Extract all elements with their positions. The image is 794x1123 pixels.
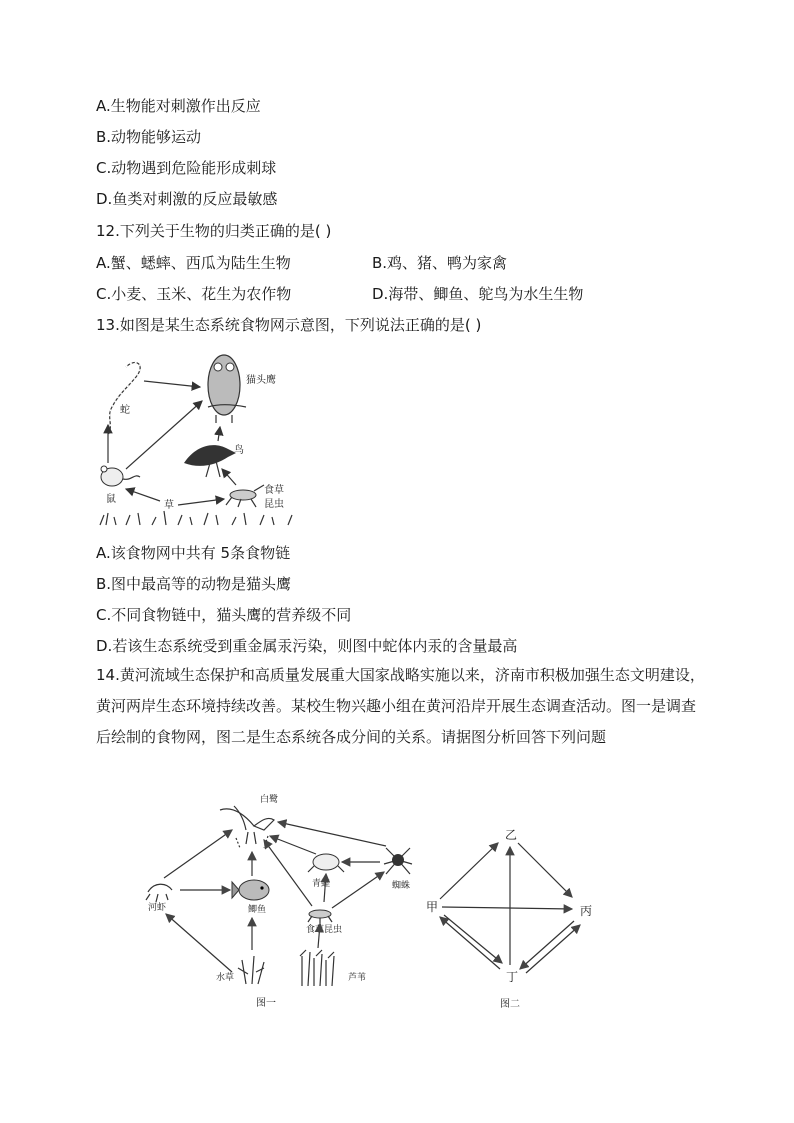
q11-option-b: B.动物能够运动 [96,128,202,146]
shrimp-illustration [146,884,172,902]
insect-label-line2: 昆虫 [264,499,284,510]
arrow-insect-to-bird [222,469,236,485]
arrow-grass-to-mouse [126,489,160,501]
q13-option-d: D.若该生态系统受到重金属汞污染，则图中蛇体内汞的含量最高 [96,637,518,655]
q13-option-c: C.不同食物链中，猫头鹰的营养级不同 [96,606,352,624]
arrow-jia-to-ding [444,915,502,963]
owl-label: 猫头鹰 [246,375,276,386]
frog-illustration [308,854,344,872]
q12-option-c: C.小麦、玉米、花生为农作物 [96,285,292,303]
arrow-bird-to-owl [218,427,220,441]
waterweed-label: 水草 [216,973,235,983]
arrow-insect-to-spider [332,872,384,908]
q13-food-web-figure [96,345,301,535]
q11-option-c: C.动物遇到危险能形成刺球 [96,159,277,177]
reed-illustration [300,950,334,986]
bird-label: 鸟 [234,445,244,456]
spider-label: 蜘蛛 [392,881,411,891]
arrow-frog-to-egret [270,836,316,854]
arrow-spider-to-egret [278,822,386,846]
figure-two-caption: 图二 [500,999,520,1010]
insect-illustration [226,485,264,507]
arrow-ding-to-jia [440,917,500,969]
node-ding: 丁 [506,970,519,984]
arrow-ding-to-bing [526,925,580,973]
mouse-label: 鼠 [106,494,116,505]
q12-option-a: A.蟹、蟋蟀、西瓜为陆生生物 [96,254,291,272]
q11-option-a: A.生物能对刺激作出反应 [96,97,261,115]
arrow-jia-to-bing [442,907,572,909]
arrow-grass-to-insect [178,499,224,505]
arrow-yi-to-bing [518,843,572,897]
q14-figure-one-food-web [136,790,426,1020]
arrow-waterweed-to-shrimp [166,914,232,972]
node-jia: 甲 [426,900,439,914]
arrow-jia-to-yi [440,843,498,899]
insect-label-line1: 食草 [264,485,284,496]
waterweed-illustration [238,956,264,984]
snake-label: 蛇 [120,405,130,416]
bird-illustration [184,445,236,477]
q12-stem: 12.下列关于生物的归类正确的是( ) [96,222,332,240]
shrimp-label: 河虾 [148,903,167,913]
q12-option-b: B.鸡、猪、鸭为家禽 [372,254,508,272]
node-yi: 乙 [505,828,518,842]
q13-option-a: A.该食物网中共有 5条食物链 [96,544,291,562]
node-bing: 丙 [580,904,593,918]
egret-label: 白鹭 [260,795,279,805]
mouse-illustration [101,466,140,486]
snake-illustration [108,362,140,435]
insect-illustration-fig1 [308,910,332,924]
q12-option-d: D.海带、鲫鱼、鸵鸟为水生生物 [372,285,584,303]
q14-stem: 14.黄河流域生态保护和高质量发展重大国家战略实施以来，济南市积极加强生态文明建设，黄河两岸生态环境持续改善。某校生物兴趣小组在黄河沿岸开展生态调查活动。图一是调查后绘制的食物网，图二是生态系统各成分间的关系。请据图分析回答下列问题 [96,666,705,746]
reed-label: 芦苇 [348,973,367,983]
grass-label: 草 [164,500,174,511]
crucian-label: 鲫鱼 [248,905,267,915]
crucian-illustration [232,880,269,900]
spider-illustration [384,848,412,874]
q13-option-b: B.图中最高等的动物是猫头鹰 [96,575,292,593]
q11-option-d: D.鱼类对刺激的反应最敏感 [96,190,278,208]
figure-one-caption: 图一 [256,998,276,1009]
frog-label: 青蛙 [312,879,331,889]
arrow-snake-to-owl [144,381,200,387]
arrow-bing-to-ding [520,921,574,969]
insect-label-fig1: 食草昆虫 [306,925,343,935]
grass-illustration [100,511,292,525]
q14-figure-two-diagram [420,825,600,1015]
arrow-shrimp-to-egret [164,830,232,878]
owl-illustration [208,355,246,423]
q13-stem: 13.如图是某生态系统食物网示意图，下列说法正确的是( ) [96,316,482,334]
